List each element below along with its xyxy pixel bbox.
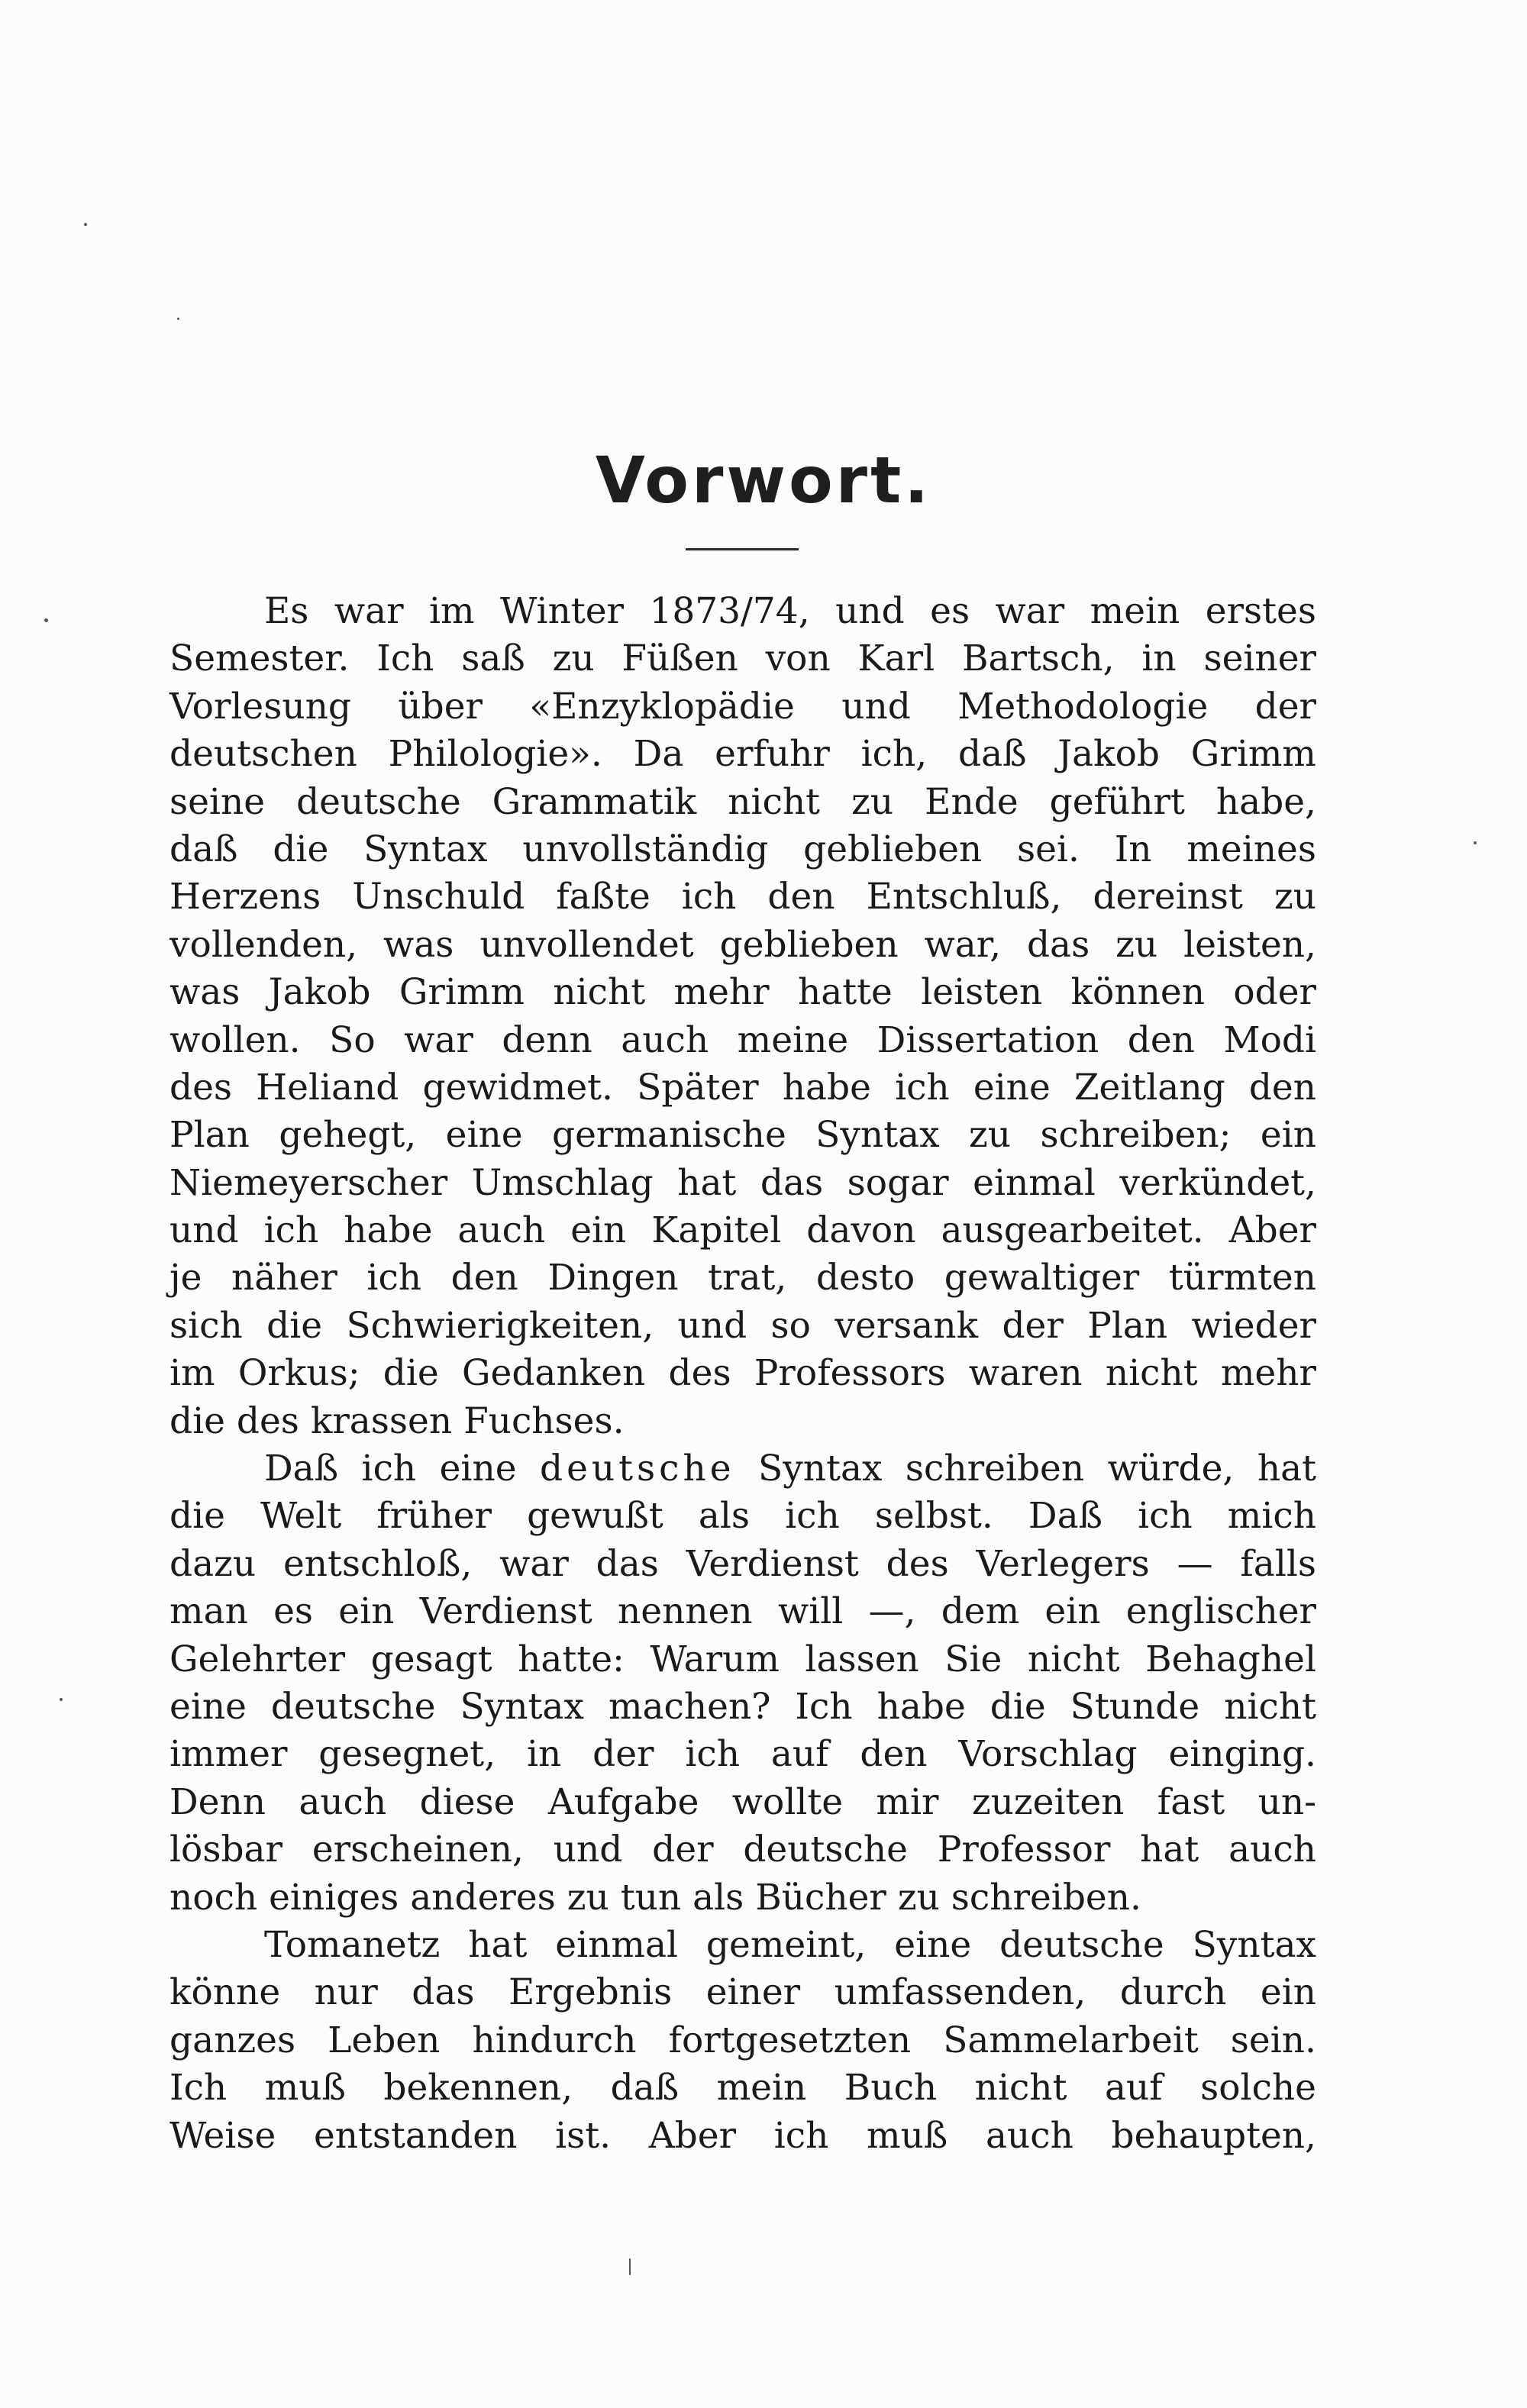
spaced-emphasis: deutsche <box>540 1448 735 1490</box>
text-line: Herzens Unschuld faßte ich den Entschluß, dereinst zu <box>169 876 1316 918</box>
text-line: die Welt früher gewußt als ich selbst. Daß ich mich <box>169 1495 1316 1538</box>
text-line: Niemeyerscher Umschlag hat das sogar einmal verkündet, <box>169 1161 1316 1204</box>
text-line: seine deutsche Grammatik nicht zu Ende geführt habe, <box>169 780 1316 823</box>
text-line: Semester. Ich saß zu Füßen von Karl Bartsch, in seiner <box>169 638 1316 680</box>
text-line: was Jakob Grimm nicht mehr hatte leisten können oder <box>169 971 1316 1014</box>
text-fragment: Syntax schreiben würde, hat <box>758 1448 1316 1490</box>
paper-speck <box>629 2258 631 2275</box>
text-line: des Heliand gewidmet. Später habe ich eine Zeitlang den <box>169 1066 1316 1109</box>
text-line: Weise entstanden ist. Aber ich muß auch behaupten, <box>169 2114 1316 2157</box>
text-line: daß die Syntax unvollständig geblieben sei. In meines <box>169 828 1316 870</box>
text-line <box>169 1445 1316 1493</box>
text-line: lösbar erscheinen, und der deutsche Professor hat auch <box>169 1829 1316 1871</box>
page-title: Vorwort. <box>595 443 932 518</box>
paper-speck <box>60 1698 63 1701</box>
text-line: man es ein Verdienst nennen will —, dem ein englischer <box>169 1590 1316 1633</box>
paper-speck <box>84 223 87 226</box>
text-fragment: Daß ich eine <box>264 1448 517 1490</box>
paper-speck <box>177 318 179 320</box>
text-line: ganzes Leben hindurch fortgesetzten Sammelarbeit sein. <box>169 2019 1316 2061</box>
text-line: Es war im Winter 1873/74, und es war mein erstes <box>264 590 1316 632</box>
text-line: je näher ich den Dingen trat, desto gewaltiger türmten <box>169 1257 1316 1299</box>
text-line: Ich muß bekennen, daß mein Buch nicht auf solche <box>169 2067 1316 2109</box>
text-line: noch einiges anderes zu tun als Bücher zu schreiben. <box>169 1876 1141 1919</box>
preface-text <box>169 588 1316 2160</box>
paper-speck <box>1474 841 1477 844</box>
text-line: Denn auch diese Aufgabe wollte mir zuzeiten fast un- <box>169 1780 1316 1823</box>
text-line: immer gesegnet, in der ich auf den Vorschlag einging. <box>169 1733 1316 1776</box>
text-line: deutschen Philologie». Da erfuhr ich, daß Jakob Grimm <box>169 733 1316 776</box>
text-line: eine deutsche Syntax machen? Ich habe die Stunde nicht <box>169 1685 1316 1728</box>
text-line: Plan gehegt, eine germanische Syntax zu schreiben; ein <box>169 1114 1316 1157</box>
text-line: dazu entschloß, war das Verdienst des Verlegers — falls <box>169 1542 1316 1585</box>
text-line: sich die Schwierigkeiten, und so versank der Plan wieder <box>169 1304 1316 1347</box>
title-divider <box>686 548 799 550</box>
text-line: könne nur das Ergebnis einer umfassenden, durch ein <box>169 1971 1316 2014</box>
text-line: und ich habe auch ein Kapitel davon ausgearbeitet. Aber <box>169 1209 1316 1252</box>
text-line: Vorlesung über «Enzyklopädie und Methodologie der <box>169 685 1316 728</box>
text-line: vollenden, was unvollendet geblieben war, das zu leisten, <box>169 923 1316 966</box>
text-line: die des krassen Fuchses. <box>169 1399 625 1442</box>
text-line: Tomanetz hat einmal gemeint, eine deutsche Syntax <box>264 1923 1316 1966</box>
text-line: im Orkus; die Gedanken des Professors waren nicht mehr <box>169 1352 1316 1395</box>
paper-speck <box>44 618 48 622</box>
text-line: Gelehrter gesagt hatte: Warum lassen Sie nicht Behaghel <box>169 1638 1316 1680</box>
text-line: wollen. So war denn auch meine Dissertation den Modi <box>169 1018 1316 1061</box>
